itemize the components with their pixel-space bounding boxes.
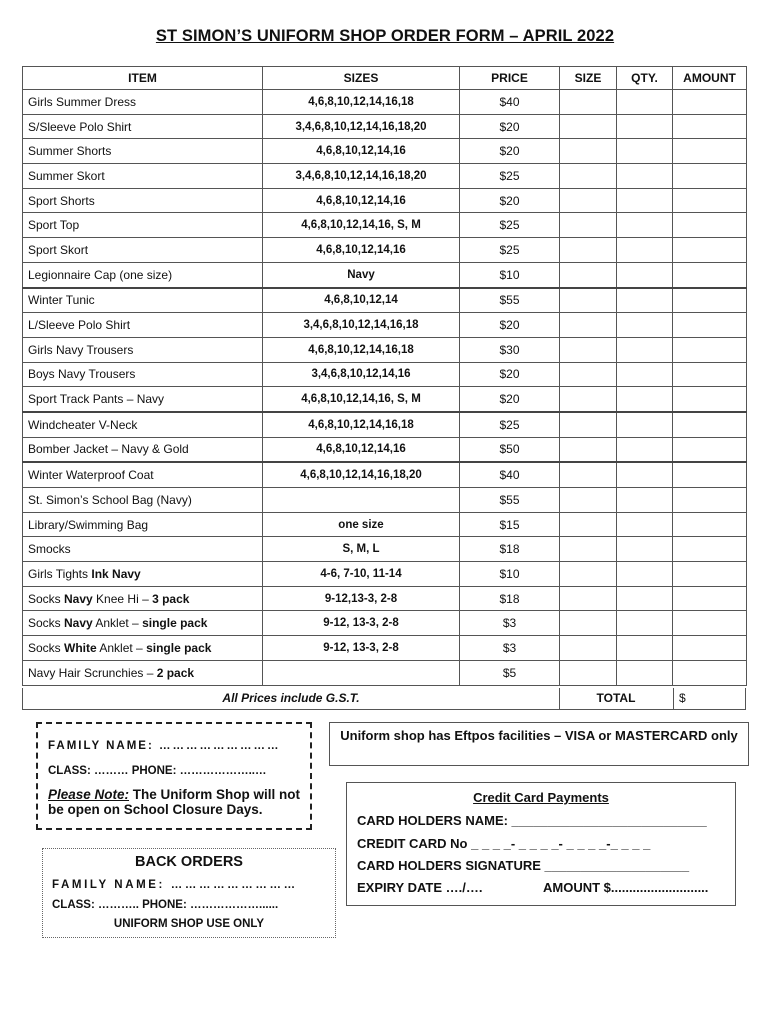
amount-entry-cell[interactable] [673,288,747,313]
item-name-text: Sport Shorts [28,193,95,208]
size-entry-cell[interactable] [560,512,617,537]
item-sizes: one size [263,512,460,537]
shop-use-only-label: UNIFORM SHOP USE ONLY [113,918,265,930]
item-name [23,562,263,587]
item-name [23,488,263,513]
item-name [23,462,263,487]
size-entry-cell[interactable] [560,362,617,387]
item-price: $20 [460,139,560,164]
item-price: $25 [460,213,560,238]
item-sizes: 3,4,6,8,10,12,14,16,18,20 [263,114,460,139]
item-price: $25 [460,412,560,437]
item-name [23,586,263,611]
amount-entry-cell[interactable] [673,488,747,513]
item-name [23,90,263,115]
item-price: $20 [460,313,560,338]
item-name-text: Smocks [28,542,71,557]
card-signature-field[interactable]: CARD HOLDERS SIGNATURE ____________________ [357,858,690,873]
qty-entry-cell[interactable] [617,636,673,661]
item-sizes [263,660,460,685]
item-sizes: 4,6,8,10,12,14,16, S, M [263,387,460,412]
item-price: $40 [460,90,560,115]
amount-entry-cell[interactable] [673,337,747,362]
eftpos-notice: Uniform shop has Eftpos facilities – VISA or MASTERCARD only [329,722,749,766]
table-row [23,114,747,139]
note-text: The Uniform Shop will not be open on School Closure Days. [48,787,301,817]
total-amount-field[interactable]: $ [679,691,686,705]
class-phone-field[interactable]: CLASS: ……… PHONE: ………………..… [48,765,267,777]
qty-entry-cell[interactable] [617,437,673,462]
size-entry-cell[interactable] [560,488,617,513]
header-sizes: SIZES [263,67,460,90]
amount-entry-cell[interactable] [673,188,747,213]
size-entry-cell[interactable] [560,262,617,287]
gst-note: All Prices include G.S.T. [23,688,560,709]
amount-entry-cell[interactable] [673,586,747,611]
item-sizes: 4,6,8,10,12,14,16,18 [263,412,460,437]
qty-entry-cell[interactable] [617,611,673,636]
qty-entry-cell[interactable] [617,238,673,263]
item-name [23,238,263,263]
item-name-text: Girls Navy Trousers [28,342,134,357]
size-entry-cell[interactable] [560,114,617,139]
family-details-box [36,722,312,830]
item-name-text: Library/Swimming Bag [28,517,149,532]
size-entry-cell[interactable] [560,213,617,238]
item-name-text: Summer Skort [28,168,105,183]
table-row [23,636,747,661]
qty-entry-cell[interactable] [617,114,673,139]
item-name-text: Summer Shorts [28,144,112,159]
item-sizes [263,488,460,513]
amount-entry-cell[interactable] [673,262,747,287]
item-price: $40 [460,462,560,487]
table-row [23,488,747,513]
item-sizes: 4,6,8,10,12,14,16,18 [263,90,460,115]
size-entry-cell[interactable] [560,188,617,213]
item-name [23,387,263,412]
item-name-text: Sport Skort [28,242,89,257]
item-price: $25 [460,238,560,263]
item-price: $20 [460,387,560,412]
amount-entry-cell[interactable] [673,238,747,263]
item-name-text: Socks [28,591,65,606]
size-entry-cell[interactable] [560,412,617,437]
qty-entry-cell[interactable] [617,362,673,387]
qty-entry-cell[interactable] [617,660,673,685]
qty-entry-cell[interactable] [617,337,673,362]
item-name-text: Bomber Jacket – Navy & Gold [28,442,189,457]
item-price: $10 [460,562,560,587]
item-name [23,636,263,661]
item-name-text: Boys Navy Trousers [28,367,136,382]
item-sizes: 4,6,8,10,12,14,16, S, M [263,213,460,238]
amount-entry-cell[interactable] [673,660,747,685]
order-table-body [23,90,747,686]
item-sizes: 4,6,8,10,12,14,16 [263,437,460,462]
table-row [23,462,747,487]
item-name-text: S/Sleeve Polo Shirt [28,119,132,134]
item-name-text: Winter Tunic [28,293,95,308]
qty-entry-cell[interactable] [617,213,673,238]
note-label: Please Note: [48,787,130,802]
qty-entry-cell[interactable] [617,262,673,287]
item-sizes: 4,6,8,10,12,14,16 [263,238,460,263]
qty-entry-cell[interactable] [617,562,673,587]
item-price: $20 [460,188,560,213]
item-name-text: St. Simon’s School Bag (Navy) [28,492,192,507]
amount-entry-cell[interactable] [673,164,747,189]
item-name-text: Navy Hair Scrunchies – [28,665,157,680]
table-row [23,437,747,462]
item-price: $3 [460,636,560,661]
item-name-text: Windcheater V-Neck [28,417,138,432]
back-orders-box [42,848,336,938]
size-entry-cell[interactable] [560,90,617,115]
size-entry-cell[interactable] [560,562,617,587]
item-price: $50 [460,437,560,462]
item-sizes: 9-12,13-3, 2-8 [263,586,460,611]
table-row [23,139,747,164]
item-price: $18 [460,586,560,611]
size-entry-cell[interactable] [560,636,617,661]
qty-entry-cell[interactable] [617,537,673,562]
table-row [23,586,747,611]
amount-entry-cell[interactable] [673,362,747,387]
table-row [23,90,747,115]
size-entry-cell[interactable] [560,537,617,562]
item-name-text: Winter Waterproof Coat [28,468,154,483]
table-footer-row [22,688,746,710]
item-sizes: 3,4,6,8,10,12,14,16 [263,362,460,387]
credit-card-heading: Credit Card Payments [473,790,609,805]
item-name [23,362,263,387]
form-title: ST SIMON’S UNIFORM SHOP ORDER FORM – APRIL 2022 [155,27,615,45]
item-sizes: 4,6,8,10,12,14,16 [263,188,460,213]
credit-card-box [346,782,736,906]
order-table [22,66,747,686]
table-row [23,188,747,213]
qty-entry-cell[interactable] [617,586,673,611]
item-name-text: Knee Hi – [92,591,153,606]
item-sizes: 4,6,8,10,12,14,16 [263,139,460,164]
item-name-text: Socks [28,616,65,631]
amount-entry-cell[interactable] [673,114,747,139]
qty-entry-cell[interactable] [617,488,673,513]
item-price: $20 [460,114,560,139]
item-name [23,114,263,139]
table-row [23,164,747,189]
size-entry-cell[interactable] [560,586,617,611]
card-number-field[interactable]: CREDIT CARD No _ _ _ _- _ _ _ _- _ _ _ _-_ _ _ _ [357,836,651,851]
qty-entry-cell[interactable] [617,164,673,189]
item-price: $20 [460,362,560,387]
item-name [23,337,263,362]
item-name-emphasis: White [64,640,97,655]
size-entry-cell[interactable] [560,462,617,487]
table-row [23,660,747,685]
table-header-row [23,67,747,90]
table-row [23,262,747,287]
closure-note [48,787,310,817]
table-row [23,213,747,238]
header-qty: QTY. [617,67,673,90]
size-entry-cell[interactable] [560,660,617,685]
item-sizes: 4,6,8,10,12,14,16,18,20 [263,462,460,487]
item-price: $5 [460,660,560,685]
item-name-text: Legionnaire Cap (one size) [28,267,173,282]
size-entry-cell[interactable] [560,164,617,189]
amount-entry-cell[interactable] [673,636,747,661]
item-name-text: Sport Track Pants – Navy [28,392,165,407]
item-name [23,660,263,685]
item-price: $55 [460,288,560,313]
table-row [23,512,747,537]
table-row [23,412,747,437]
item-price: $30 [460,337,560,362]
item-price: $15 [460,512,560,537]
item-sizes: Navy [263,262,460,287]
size-entry-cell[interactable] [560,313,617,338]
item-sizes: 3,4,6,8,10,12,14,16,18,20 [263,164,460,189]
amount-entry-cell[interactable] [673,139,747,164]
header-amount: AMOUNT [673,67,747,90]
item-sizes: 9-12, 13-3, 2-8 [263,636,460,661]
table-row [23,562,747,587]
item-sizes: 3,4,6,8,10,12,14,16,18 [263,313,460,338]
item-name-emphasis: 3 pack [152,591,190,606]
size-entry-cell[interactable] [560,288,617,313]
item-price: $55 [460,488,560,513]
amount-entry-cell[interactable] [673,512,747,537]
item-name-text: Girls Tights [28,566,92,581]
item-sizes: S, M, L [263,537,460,562]
amount-entry-cell[interactable] [673,213,747,238]
item-name-emphasis: Navy [64,616,93,631]
item-name [23,288,263,313]
item-name-text: L/Sleeve Polo Shirt [28,318,131,333]
qty-entry-cell[interactable] [617,139,673,164]
family-name-field[interactable]: FAMILY NAME: ……………………… [48,740,281,752]
item-name-emphasis: single pack [142,616,208,631]
item-name-text: Sport Top [28,218,80,233]
table-row [23,337,747,362]
item-name-text: Anklet – [96,640,147,655]
back-orders-class-phone-field[interactable]: CLASS: ……….. PHONE: ………………...... [52,899,279,911]
item-price: $25 [460,164,560,189]
item-name [23,537,263,562]
amount-entry-cell[interactable] [673,462,747,487]
size-entry-cell[interactable] [560,337,617,362]
expiry-date-field[interactable]: EXPIRY DATE …./…. [357,880,483,895]
amount-entry-cell[interactable] [673,90,747,115]
card-holder-name-field[interactable]: CARD HOLDERS NAME: ___________________________ [357,813,707,828]
size-entry-cell[interactable] [560,387,617,412]
item-name [23,262,263,287]
table-row [23,238,747,263]
table-row [23,387,747,412]
qty-entry-cell[interactable] [617,412,673,437]
item-name [23,611,263,636]
item-price: $3 [460,611,560,636]
qty-entry-cell[interactable] [617,313,673,338]
size-entry-cell[interactable] [560,139,617,164]
header-item: ITEM [23,67,263,90]
table-row [23,362,747,387]
item-name-emphasis: Ink Navy [91,566,141,581]
qty-entry-cell[interactable] [617,90,673,115]
item-name-text: Anklet – [92,616,143,631]
header-price: PRICE [460,67,560,90]
item-name [23,139,263,164]
amount-entry-cell[interactable] [673,562,747,587]
amount-field[interactable]: AMOUNT $........................... [543,880,709,895]
item-name-emphasis: single pack [146,640,212,655]
item-name [23,313,263,338]
size-entry-cell[interactable] [560,611,617,636]
amount-entry-cell[interactable] [673,387,747,412]
amount-entry-cell[interactable] [673,412,747,437]
qty-entry-cell[interactable] [617,188,673,213]
back-orders-heading: BACK ORDERS [135,854,243,870]
item-name [23,188,263,213]
item-name [23,213,263,238]
table-row [23,288,747,313]
item-sizes: 4,6,8,10,12,14,16,18 [263,337,460,362]
item-name [23,412,263,437]
item-sizes: 9-12, 13-3, 2-8 [263,611,460,636]
qty-entry-cell[interactable] [617,288,673,313]
header-size: SIZE [560,67,617,90]
item-name [23,512,263,537]
item-price: $18 [460,537,560,562]
item-price: $10 [460,262,560,287]
back-orders-family-name-field[interactable]: FAMILY NAME: ……………………… [52,879,298,891]
item-name-text: Socks [28,640,65,655]
amount-entry-cell[interactable] [673,611,747,636]
item-name [23,164,263,189]
item-sizes: 4,6,8,10,12,14 [263,288,460,313]
total-label: TOTAL [559,688,674,709]
table-row [23,313,747,338]
item-name-text: Girls Summer Dress [28,94,137,109]
qty-entry-cell[interactable] [617,387,673,412]
table-row [23,611,747,636]
qty-entry-cell[interactable] [617,512,673,537]
amount-entry-cell[interactable] [673,313,747,338]
item-name [23,437,263,462]
size-entry-cell[interactable] [560,238,617,263]
qty-entry-cell[interactable] [617,462,673,487]
table-row [23,537,747,562]
item-name-emphasis: 2 pack [156,665,195,680]
item-sizes: 4-6, 7-10, 11-14 [263,562,460,587]
amount-entry-cell[interactable] [673,437,747,462]
size-entry-cell[interactable] [560,437,617,462]
amount-entry-cell[interactable] [673,537,747,562]
item-name-emphasis: Navy [64,591,93,606]
